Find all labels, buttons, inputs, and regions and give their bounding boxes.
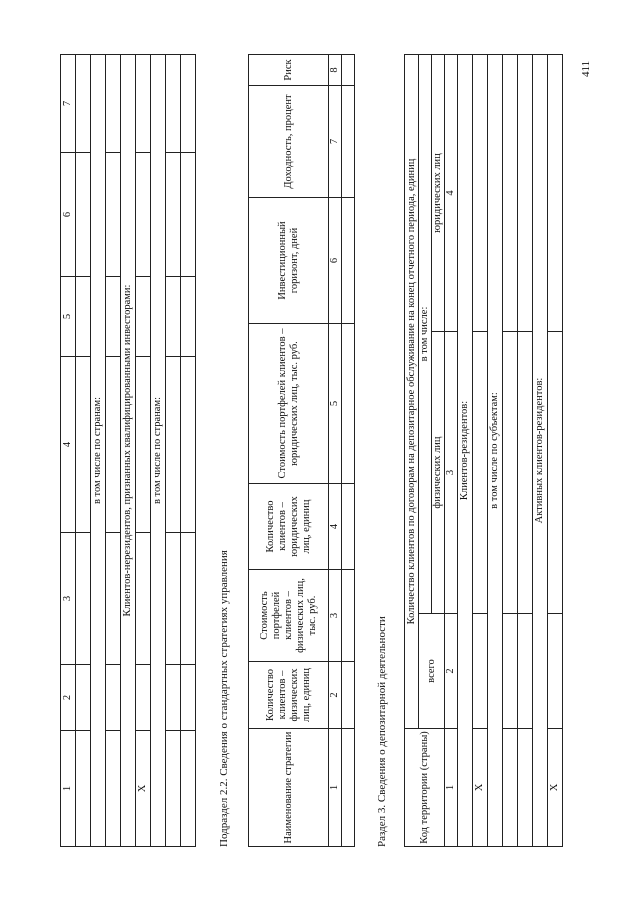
table-cell — [518, 614, 533, 729]
table-cell — [503, 729, 518, 847]
header-phys: физических лиц — [432, 332, 445, 614]
page-number: 411 — [580, 60, 592, 77]
table-cell — [473, 332, 488, 614]
table-cell — [181, 357, 196, 533]
table-cell — [166, 533, 181, 665]
table-row — [458, 54, 473, 846]
table-cell — [76, 665, 91, 731]
header-total: всего — [419, 614, 445, 729]
table-cell — [166, 665, 181, 731]
table-cell — [181, 665, 196, 731]
table-cell — [181, 277, 196, 357]
header-clients-count: Количество клиентов по договорам на депозитарное обслуживание на конец отчетного периода, единиц — [405, 54, 419, 728]
table-cell — [342, 324, 355, 484]
table-cell — [342, 55, 355, 86]
table-row — [76, 55, 91, 847]
table-cell — [76, 731, 91, 847]
table-row — [106, 55, 121, 847]
table-cell — [181, 731, 196, 847]
table-cell — [342, 86, 355, 198]
table-cell — [342, 484, 355, 570]
table-row — [503, 54, 518, 846]
col-number: 8 — [329, 55, 342, 86]
table-cell — [136, 277, 151, 357]
header-phys-value: Стоимость портфелей клиентов – физических лиц, тыс. руб. — [249, 570, 329, 662]
table-row — [91, 55, 106, 847]
table-cell — [76, 357, 91, 533]
table-cell — [106, 357, 121, 533]
table-cell — [106, 55, 121, 153]
header-horizon: Инвестиционный горизонт, дней — [249, 198, 329, 324]
col-number: 5 — [329, 324, 342, 484]
table-row — [121, 55, 136, 847]
table-cell — [76, 533, 91, 665]
table-cell — [503, 54, 518, 331]
header-legal-value: Стоимость портфелей клиентов – юридических лиц, тыс. руб. — [249, 324, 329, 484]
section-label: Активных клиентов-резидентов: — [533, 54, 548, 846]
col-number: 1 — [329, 729, 342, 847]
table-cell — [136, 55, 151, 153]
table-cell — [342, 662, 355, 729]
table-cell — [136, 533, 151, 665]
table-row — [136, 55, 151, 847]
header-legal: юридических лиц — [432, 54, 445, 331]
table-cell — [106, 277, 121, 357]
table-cell — [76, 277, 91, 357]
table-row — [166, 55, 181, 847]
table-cell — [503, 332, 518, 614]
col-number: 6 — [61, 153, 76, 277]
table-row — [518, 54, 533, 846]
section-label: в том числе по странам: — [91, 55, 106, 847]
col-number: 6 — [329, 198, 342, 324]
table-cell — [166, 357, 181, 533]
section-label: в том числе по странам: — [151, 55, 166, 847]
table-cell — [518, 332, 533, 614]
table-cell — [548, 54, 563, 331]
col-number: 5 — [61, 277, 76, 357]
header-territory-code: Код территории (страны) — [405, 729, 445, 847]
header-yield: Доходность, процент — [249, 86, 329, 198]
header-phys-count: Количество клиентов – физических лиц, единиц — [249, 662, 329, 729]
col-number: 1 — [61, 731, 76, 847]
strategies-table — [248, 54, 355, 847]
table-cell — [136, 153, 151, 277]
depository-table — [404, 54, 563, 847]
table-cell — [181, 153, 196, 277]
section-label: Клиентов-резидентов: — [458, 54, 473, 846]
header-including: в том числе: — [419, 54, 432, 613]
col-number: 1 — [445, 729, 458, 847]
top-table — [60, 54, 196, 847]
table-cell: X — [548, 729, 563, 847]
table-cell — [76, 55, 91, 153]
table-cell — [181, 55, 196, 153]
table-cell — [106, 153, 121, 277]
table-cell — [473, 54, 488, 331]
table-cell: X — [136, 731, 151, 847]
table-cell — [503, 614, 518, 729]
table-cell — [473, 614, 488, 729]
table-cell — [548, 332, 563, 614]
col-number: 3 — [61, 533, 76, 665]
col-number: 7 — [329, 86, 342, 198]
table-cell — [166, 55, 181, 153]
header-risk: Риск — [249, 55, 329, 86]
table-cell — [548, 614, 563, 729]
col-number: 4 — [329, 484, 342, 570]
table-cell — [106, 533, 121, 665]
table-row — [548, 54, 563, 846]
col-number: 3 — [329, 570, 342, 662]
table-cell — [342, 729, 355, 847]
col-number: 4 — [445, 54, 458, 331]
header-strategy-name: Наименование стратегии — [249, 729, 329, 847]
table-cell — [518, 729, 533, 847]
table-cell — [136, 665, 151, 731]
table-row — [473, 54, 488, 846]
col-number: 2 — [445, 614, 458, 729]
table-cell — [76, 153, 91, 277]
table-row — [488, 54, 503, 846]
table-cell — [342, 570, 355, 662]
table-cell — [106, 665, 121, 731]
section-label: в том числе по субъектам: — [488, 54, 503, 846]
col-number: 2 — [61, 665, 76, 731]
table-cell — [136, 357, 151, 533]
table-row — [151, 55, 166, 847]
table-cell: X — [473, 729, 488, 847]
table-row — [181, 55, 196, 847]
subsection-22-caption: Подраздел 2.2. Сведения о стандартных стратегиях управления — [218, 550, 230, 847]
table-cell — [181, 533, 196, 665]
table-cell — [518, 54, 533, 331]
section-label: Клиентов-нерезидентов, признанных квалифицированными инвесторами: — [121, 55, 136, 847]
col-number: 3 — [445, 332, 458, 614]
col-number: 2 — [329, 662, 342, 729]
table-cell — [166, 731, 181, 847]
header-legal-count: Количество клиентов – юридических лиц, единиц — [249, 484, 329, 570]
table-row — [533, 54, 548, 846]
col-number: 7 — [61, 55, 76, 153]
table-cell — [166, 153, 181, 277]
col-number: 4 — [61, 357, 76, 533]
table-cell — [342, 198, 355, 324]
table-cell — [166, 277, 181, 357]
table-cell — [106, 731, 121, 847]
section-3-caption: Раздел 3. Сведения о депозитарной деятельности — [376, 616, 388, 847]
